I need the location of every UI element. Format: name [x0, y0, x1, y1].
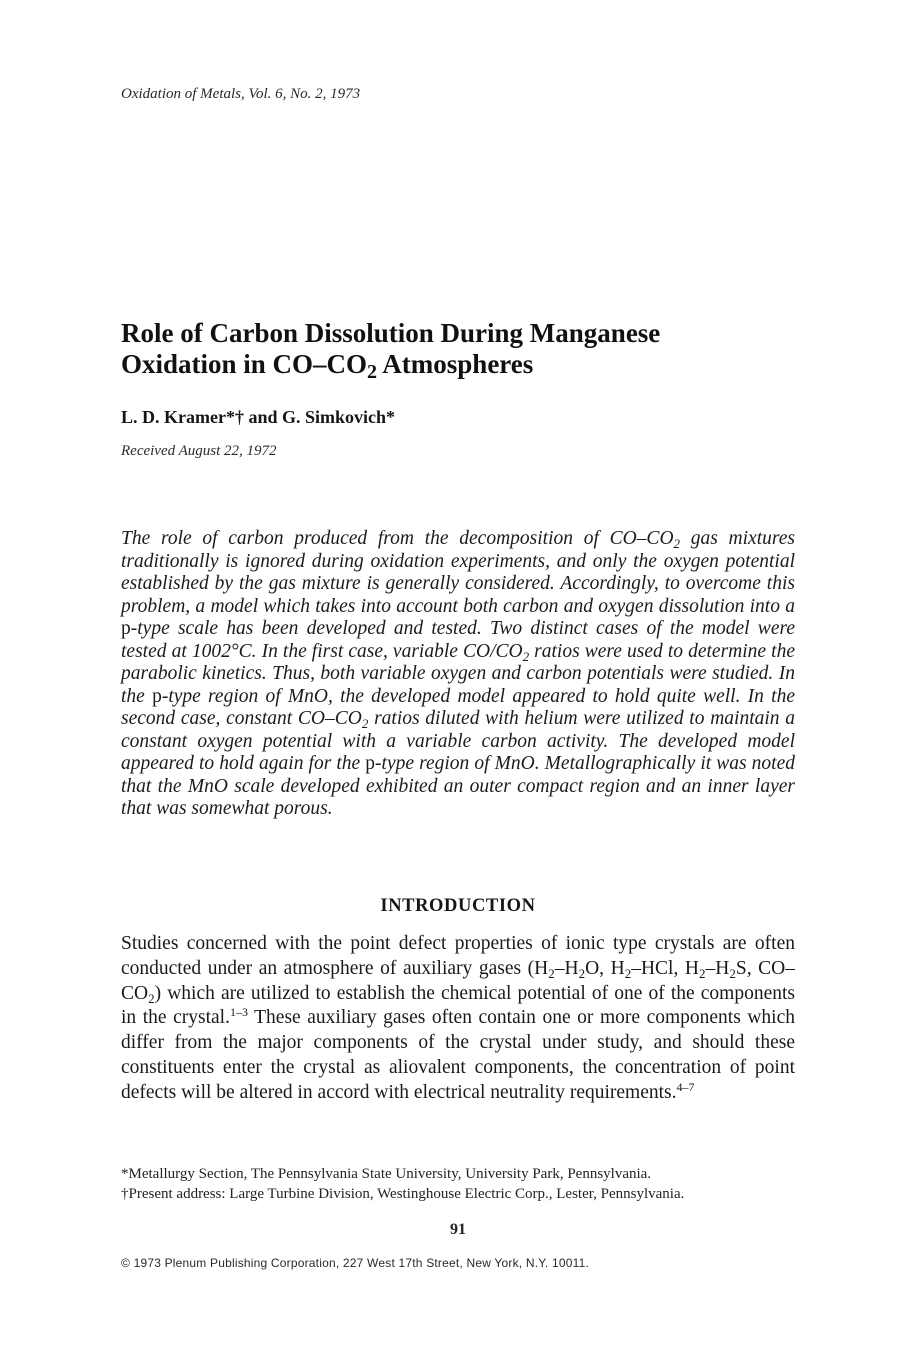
intro-text: These auxiliary gases often contain one or more components which differ from the major components of the crystal under study, and should these constituents enter the crystal as aliovalent components, the concentration of point defects will be altered in accord with electrical neutrality requirements.: [121, 1007, 796, 1103]
intro-text: O, H: [585, 957, 625, 979]
title-line-2-text: Oxidation in CO–CO: [121, 349, 368, 379]
footnote-affiliation: *Metallurgy Section, The Pennsylvania State University, University Park, Pennsylvania.: [121, 1166, 652, 1182]
reference-superscript: 1–3: [229, 1005, 248, 1020]
subscript: 2: [699, 965, 706, 981]
title-line-1: Role of Carbon Dissolution During Manganese: [121, 318, 661, 348]
author-list: L. D. Kramer*† and G. Simkovich*: [121, 407, 396, 427]
footnote-present-address: †Present address: Large Turbine Division, Westinghouse Electric Corp., Lester, Pennsylvania.: [121, 1186, 685, 1202]
title-line-2-end: Atmospheres: [377, 349, 534, 379]
abstract-text: type scale has been developed and tested. Two distinct cases of the model were tested at 1002°C. In the first case, variable CO/CO: [121, 618, 795, 662]
abstract-text: ratios were used to determine the parabolic kinetics. Thus, both variable oxygen and carbon potentials were studied. In the: [121, 640, 795, 707]
introduction-paragraph: [121, 932, 795, 1106]
subscript: 2: [522, 648, 530, 664]
p-type-label: p-: [365, 753, 382, 774]
journal-citation: Oxidation of Metals, Vol. 6, No. 2, 1973: [121, 86, 361, 102]
subscript: 2: [148, 990, 155, 1006]
abstract-text: type region of MnO. Metallographically it was noted that the MnO scale developed exhibited an outer compact region and an inner layer that was somewhat porous.: [121, 753, 796, 819]
intro-text: S, CO–CO: [121, 957, 795, 1004]
subscript: 2: [548, 965, 555, 981]
abstract: [121, 528, 795, 821]
intro-text: Studies concerned with the point defect properties of ionic type crystals are often conducted under an atmosphere of auxiliary gases (H: [121, 933, 795, 979]
abstract-text: The role of carbon produced from the decomposition of CO–CO: [121, 528, 674, 549]
p-type-label: p-: [152, 685, 169, 707]
received-date: Received August 22, 1972: [121, 443, 277, 459]
intro-text: –H: [554, 957, 579, 979]
abstract-text: ratios diluted with helium were utilized to maintain a constant oxygen potential with a variable carbon activity. The developed model appeared to hold again for the: [121, 708, 795, 774]
intro-text: ) which are utilized to establish the chemical potential of one of the components in the crystal.: [121, 982, 795, 1029]
subscript: 2: [729, 965, 736, 981]
subscript: 2: [578, 965, 586, 981]
copyright-notice: © 1973 Plenum Publishing Corporation, 227 West 17th Street, New York, N.Y. 10011.: [121, 1256, 589, 1270]
abstract-text: gas mixtures traditionally is ignored during oxidation experiments, and only the oxygen potential established by the gas mixture is generally considered. Accordingly, to overcome this problem, a model which takes into account both carbon and oxygen dissolution into a: [121, 528, 795, 617]
article-title: [121, 318, 801, 388]
title-line-2: [121, 349, 801, 388]
p-type-label: p-: [121, 618, 138, 639]
abstract-text: type region of MnO, the developed model appeared to hold quite well. In the second case, constant CO–CO: [121, 685, 795, 729]
subscript: 2: [673, 536, 681, 551]
title-subscript: 2: [367, 361, 378, 383]
section-heading-introduction: INTRODUCTION: [380, 896, 536, 916]
subscript: 2: [361, 716, 369, 731]
reference-superscript: 4–7: [676, 1079, 695, 1094]
page-number: 91: [450, 1221, 466, 1238]
subscript: 2: [624, 965, 632, 981]
intro-text: –H: [705, 957, 730, 979]
intro-text: –HCl, H: [631, 957, 700, 979]
